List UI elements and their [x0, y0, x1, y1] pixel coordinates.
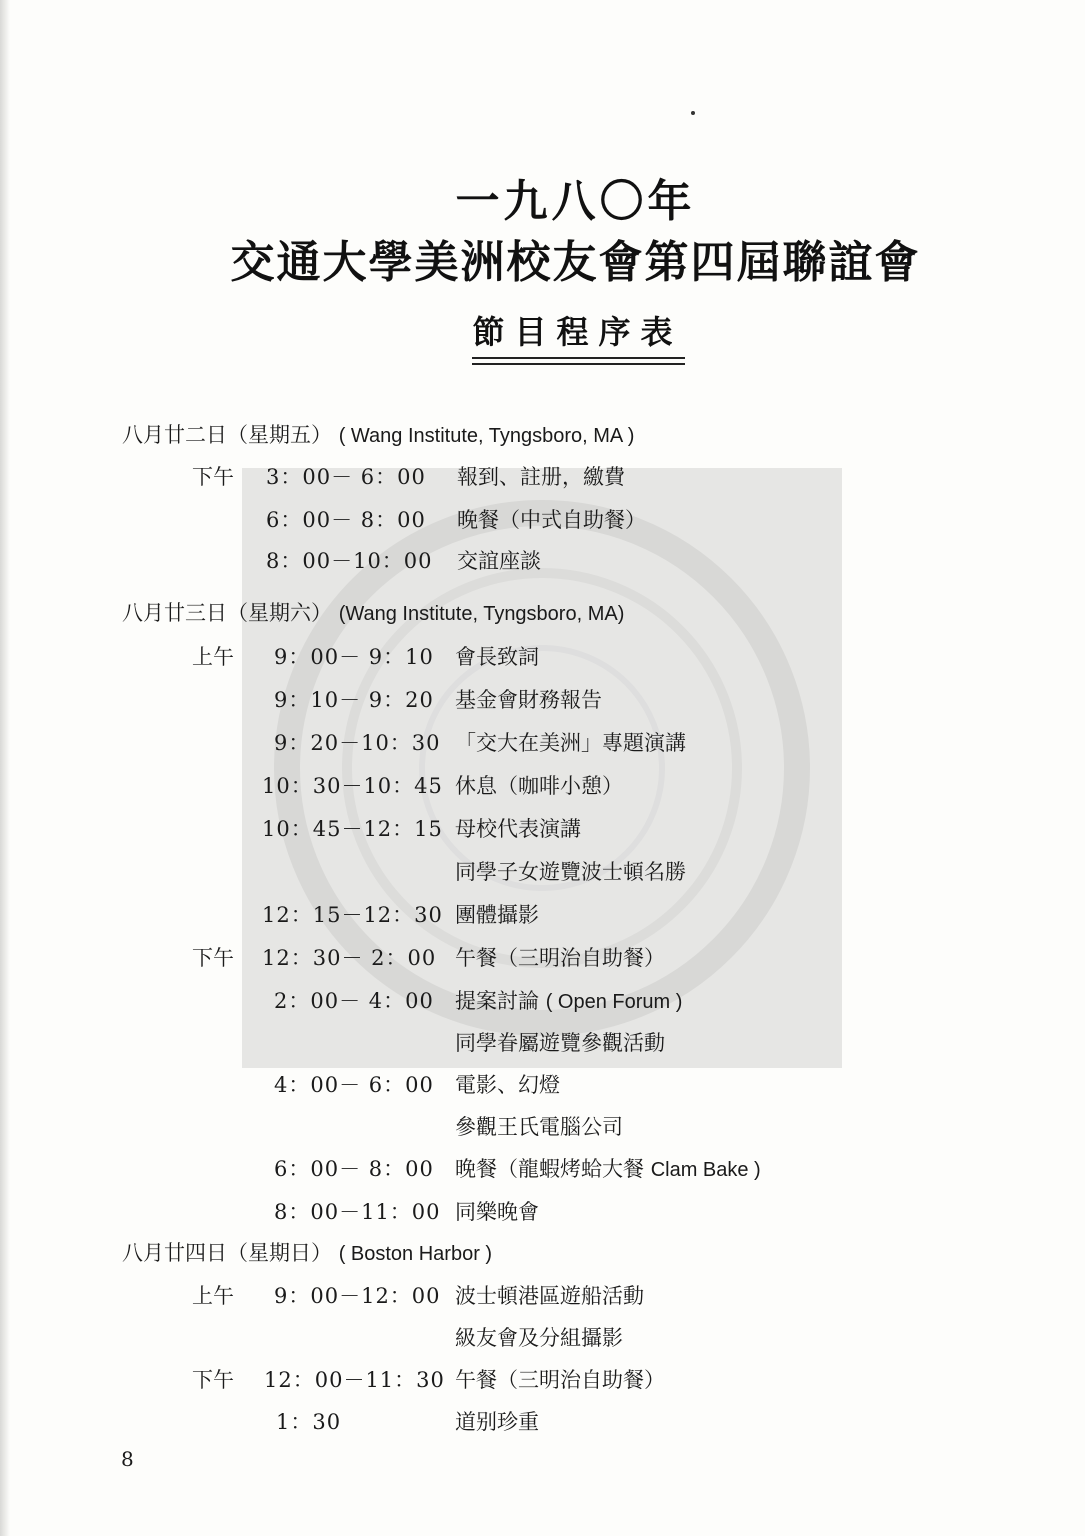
- day-heading: [122, 419, 634, 449]
- heading-underline: [472, 363, 685, 365]
- time-range: 4：00－ 6：00: [274, 1073, 434, 1097]
- activity: 同樂晚會: [455, 1200, 539, 1224]
- period-label: 上午: [192, 645, 234, 669]
- activity: 交誼座談: [457, 549, 541, 573]
- activity: 報到、註册，繳費: [457, 465, 625, 489]
- time-range: 9：10－ 9：20: [274, 688, 434, 712]
- time-range: 1：30: [276, 1410, 342, 1434]
- activity: [455, 1153, 761, 1183]
- page-number: 8: [121, 1447, 134, 1471]
- heading-underline: [472, 357, 685, 359]
- activity-zh: 晚餐（龍蝦烤蛤大餐: [455, 1157, 644, 1181]
- time-range: 2：00－ 4：00: [274, 989, 434, 1013]
- period-label: 上午: [192, 1284, 234, 1308]
- day-heading: [122, 597, 624, 627]
- activity-en: ( Open Forum ): [545, 991, 683, 1013]
- ink-speck: [691, 111, 695, 115]
- time-range: 12：15－12：30: [262, 903, 443, 927]
- activity: [455, 985, 682, 1015]
- activity: 晚餐（中式自助餐）: [457, 508, 646, 532]
- activity: 道别珍重: [455, 1410, 539, 1434]
- time-range: 10：30－10：45: [262, 774, 443, 798]
- period-label: 下午: [192, 465, 234, 489]
- time-range: 10：45－12：15: [262, 817, 443, 841]
- activity: 參觀王氏電腦公司: [455, 1115, 623, 1139]
- activity: 午餐（三明治自助餐）: [455, 1368, 665, 1392]
- activity: 電影、幻燈: [455, 1073, 560, 1097]
- activity: 「交大在美洲」專題演講: [455, 731, 686, 755]
- activity: 級友會及分組攝影: [455, 1326, 623, 1350]
- day-label: 八月廿四日（星期日）: [122, 1241, 332, 1265]
- time-range: 6：00－ 8：00: [274, 1157, 434, 1181]
- activity: 休息（咖啡小憩）: [455, 774, 623, 798]
- time-range: 8：00－11：00: [274, 1200, 441, 1224]
- time-range: 6：00－ 8：00: [266, 508, 426, 532]
- activity-en: Clam Bake ): [650, 1159, 761, 1181]
- activity: 會長致詞: [455, 645, 539, 669]
- time-range: 9：00－ 9：10: [274, 645, 434, 669]
- day-label: 八月廿三日（星期六）: [122, 601, 332, 625]
- activity: 基金會財務報告: [455, 688, 602, 712]
- activity-zh: 提案討論: [455, 989, 539, 1013]
- time-range: 3：00－ 6：00: [266, 465, 426, 489]
- title-event: 交通大學美洲校友會第四屆聯誼會: [230, 237, 921, 288]
- activity: 同學子女遊覽波士頓名勝: [455, 860, 686, 884]
- period-label: 下午: [192, 946, 234, 970]
- day-heading: [122, 1237, 492, 1267]
- time-range: 8：00－10：00: [266, 549, 433, 573]
- time-range: 12：30－ 2：00: [262, 946, 437, 970]
- title-year: 一九八〇年: [455, 176, 696, 227]
- period-label: 下午: [192, 1368, 234, 1392]
- activity: 午餐（三明治自助餐）: [455, 946, 665, 970]
- time-range: 9：20－10：30: [274, 731, 441, 755]
- day-location: (Wang Institute, Tyngsboro, MA): [338, 603, 625, 625]
- activity: 波士頓港區遊船活動: [455, 1284, 644, 1308]
- day-location: ( Wang Institute, Tyngsboro, MA ): [338, 425, 635, 447]
- day-label: 八月廿二日（星期五）: [122, 423, 332, 447]
- activity: 團體攝影: [455, 903, 539, 927]
- activity: 同學眷屬遊覽參觀活動: [455, 1031, 665, 1055]
- time-range: 9：00－12：00: [274, 1284, 441, 1308]
- activity: 母校代表演講: [455, 817, 581, 841]
- program-heading: 節目程序表: [472, 313, 683, 351]
- day-location: ( Boston Harbor ): [338, 1243, 493, 1265]
- time-range: 12：00－11：30: [264, 1368, 445, 1392]
